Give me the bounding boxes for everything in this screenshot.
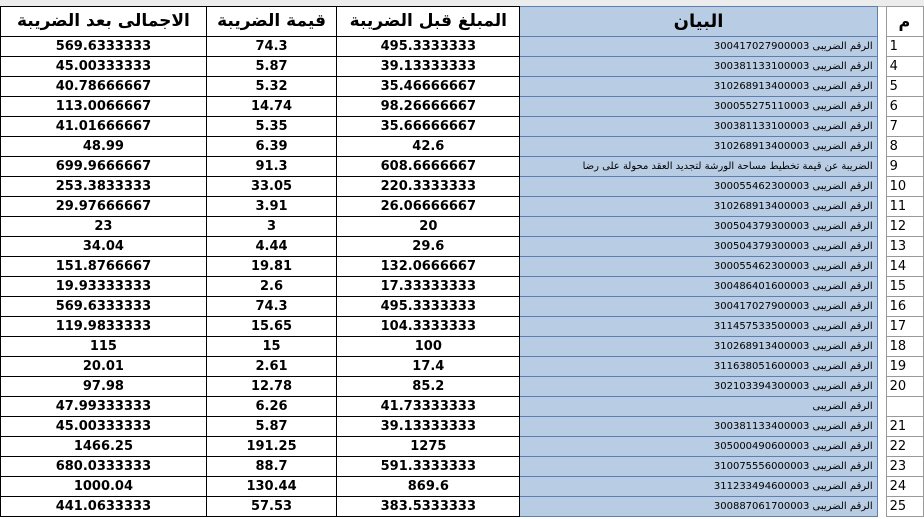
cell-row-number[interactable]: 1 <box>886 37 923 57</box>
table-row <box>1 477 924 497</box>
column-gap <box>877 257 886 277</box>
column-gap <box>877 37 886 57</box>
cell-tax-value[interactable]: 4.44 <box>206 237 336 257</box>
cell-row-number[interactable]: 10 <box>886 177 923 197</box>
table-row <box>1 277 924 297</box>
cell-description[interactable]: الرقم الضريبى 310268913400003 <box>520 337 877 357</box>
cell-row-number[interactable]: 7 <box>886 117 923 137</box>
cell-tax-value[interactable]: 91.3 <box>206 157 336 177</box>
table-row <box>1 157 924 177</box>
cell-amount-before-tax[interactable]: 17.33333333 <box>337 277 520 297</box>
cell-amount-before-tax[interactable]: 26.06666667 <box>337 197 520 217</box>
cell-amount-before-tax[interactable]: 495.3333333 <box>337 297 520 317</box>
cell-tax-value[interactable]: 2.6 <box>206 277 336 297</box>
cell-total-after-tax[interactable]: 1000.04 <box>1 477 207 497</box>
header-number[interactable]: م <box>886 7 923 37</box>
cell-total-after-tax[interactable]: 441.0633333 <box>1 497 207 517</box>
cell-description[interactable]: الرقم الضريبى 300417027900003 <box>520 297 877 317</box>
cell-total-after-tax[interactable]: 680.0333333 <box>1 457 207 477</box>
table-row <box>1 317 924 337</box>
column-gap <box>877 7 886 37</box>
column-gap <box>877 437 886 457</box>
cell-row-number[interactable]: 4 <box>886 57 923 77</box>
cell-description[interactable]: الرقم الضريبى 300055462300003 <box>520 257 877 277</box>
cell-row-number[interactable]: 5 <box>886 77 923 97</box>
cell-total-after-tax[interactable]: 1466.25 <box>1 437 207 457</box>
table-row <box>1 177 924 197</box>
cell-total-after-tax[interactable]: 115 <box>1 337 207 357</box>
table-row <box>1 457 924 477</box>
cell-tax-value[interactable]: 5.87 <box>206 57 336 77</box>
cell-amount-before-tax[interactable]: 591.3333333 <box>337 457 520 477</box>
column-gap <box>877 277 886 297</box>
cell-total-after-tax[interactable]: 45.00333333 <box>1 417 207 437</box>
cell-total-after-tax[interactable]: 253.3833333 <box>1 177 207 197</box>
cell-tax-value[interactable]: 15 <box>206 337 336 357</box>
cell-amount-before-tax[interactable]: 29.6 <box>337 237 520 257</box>
cell-description[interactable]: الرقم الضريبى 300055462300003 <box>520 177 877 197</box>
cell-total-after-tax[interactable]: 20.01 <box>1 357 207 377</box>
cell-tax-value[interactable]: 88.7 <box>206 457 336 477</box>
cell-description[interactable]: الرقم الضريبى <box>520 397 877 417</box>
column-gap <box>877 177 886 197</box>
cell-description[interactable]: الرقم الضريبى 310268913400003 <box>520 197 877 217</box>
header-amount-before-tax[interactable]: المبلغ قبل الضريبة <box>337 7 520 37</box>
cell-amount-before-tax[interactable]: 1275 <box>337 437 520 457</box>
header-total-after-tax[interactable]: الاجمالى بعد الضريبة <box>1 7 207 37</box>
cell-tax-value[interactable]: 57.53 <box>206 497 336 517</box>
column-gap <box>877 297 886 317</box>
header-row <box>1 7 924 37</box>
cell-description[interactable]: الرقم الضريبى 300381133100003 <box>520 57 877 77</box>
cell-row-number[interactable]: 20 <box>886 377 923 397</box>
cell-row-number[interactable]: 12 <box>886 217 923 237</box>
cell-description[interactable]: الرقم الضريبى 310268913400003 <box>520 77 877 97</box>
column-gap <box>877 337 886 357</box>
cell-amount-before-tax[interactable]: 41.73333333 <box>337 397 520 417</box>
cell-description[interactable]: الرقم الضريبى 300504379300003 <box>520 237 877 257</box>
cell-tax-value[interactable]: 6.39 <box>206 137 336 157</box>
column-gap <box>877 317 886 337</box>
column-gap <box>877 477 886 497</box>
cell-row-number[interactable]: 24 <box>886 477 923 497</box>
cell-total-after-tax[interactable]: 45.00333333 <box>1 57 207 77</box>
cell-amount-before-tax[interactable]: 85.2 <box>337 377 520 397</box>
cell-total-after-tax[interactable]: 569.6333333 <box>1 297 207 317</box>
cell-amount-before-tax[interactable]: 220.3333333 <box>337 177 520 197</box>
cell-row-number[interactable]: 19 <box>886 357 923 377</box>
table-row <box>1 297 924 317</box>
cell-description[interactable]: الرقم الضريبى 300417027900003 <box>520 37 877 57</box>
cell-description[interactable]: الرقم الضريبى 310075556000003 <box>520 457 877 477</box>
column-gap <box>877 377 886 397</box>
table-row <box>1 497 924 517</box>
cell-tax-value[interactable]: 3.91 <box>206 197 336 217</box>
cell-amount-before-tax[interactable]: 35.66666667 <box>337 117 520 137</box>
cell-tax-value[interactable]: 33.05 <box>206 177 336 197</box>
cell-tax-value[interactable]: 191.25 <box>206 437 336 457</box>
cell-total-after-tax[interactable]: 40.78666667 <box>1 77 207 97</box>
cell-row-number[interactable]: 21 <box>886 417 923 437</box>
table-row <box>1 397 924 417</box>
table-row <box>1 37 924 57</box>
table-row <box>1 137 924 157</box>
cell-amount-before-tax[interactable]: 35.46666667 <box>337 77 520 97</box>
cell-amount-before-tax[interactable]: 869.6 <box>337 477 520 497</box>
cell-description[interactable]: الضريبة عن قيمة تخطيط مساحة الورشة لتجديد العقد محولة على رضا <box>520 157 877 177</box>
column-gap <box>877 117 886 137</box>
cell-amount-before-tax[interactable]: 132.0666667 <box>337 257 520 277</box>
cell-tax-value[interactable]: 14.74 <box>206 97 336 117</box>
column-gap <box>877 397 886 417</box>
cell-description[interactable]: الرقم الضريبى 311638051600003 <box>520 357 877 377</box>
table-row <box>1 337 924 357</box>
table-row <box>1 357 924 377</box>
cell-tax-value[interactable]: 74.3 <box>206 297 336 317</box>
column-gap <box>877 197 886 217</box>
column-gap <box>877 497 886 517</box>
table-row <box>1 117 924 137</box>
cell-description[interactable]: الرقم الضريبى 300504379300003 <box>520 217 877 237</box>
cell-amount-before-tax[interactable]: 495.3333333 <box>337 37 520 57</box>
cell-tax-value[interactable]: 12.78 <box>206 377 336 397</box>
cell-total-after-tax[interactable]: 119.9833333 <box>1 317 207 337</box>
cell-total-after-tax[interactable]: 699.9666667 <box>1 157 207 177</box>
cell-tax-value[interactable]: 5.35 <box>206 117 336 137</box>
cell-row-number[interactable]: 16 <box>886 297 923 317</box>
table-row <box>1 57 924 77</box>
column-gap <box>877 217 886 237</box>
cell-total-after-tax[interactable]: 23 <box>1 217 207 237</box>
cell-total-after-tax[interactable]: 19.93333333 <box>1 277 207 297</box>
cell-amount-before-tax[interactable]: 104.3333333 <box>337 317 520 337</box>
tax-spreadsheet <box>0 6 924 517</box>
column-gap <box>877 457 886 477</box>
table-row <box>1 437 924 457</box>
cell-amount-before-tax[interactable]: 383.5333333 <box>337 497 520 517</box>
cell-description[interactable]: الرقم الضريبى 305000490600003 <box>520 437 877 457</box>
cell-total-after-tax[interactable]: 569.6333333 <box>1 37 207 57</box>
cell-description[interactable]: الرقم الضريبى 300381133400003 <box>520 417 877 437</box>
cell-tax-value[interactable]: 15.65 <box>206 317 336 337</box>
cell-amount-before-tax[interactable]: 20 <box>337 217 520 237</box>
cell-tax-value[interactable]: 3 <box>206 217 336 237</box>
column-gap <box>877 357 886 377</box>
cell-tax-value[interactable]: 2.61 <box>206 357 336 377</box>
table-row <box>1 97 924 117</box>
table-row <box>1 237 924 257</box>
cell-amount-before-tax[interactable]: 98.26666667 <box>337 97 520 117</box>
cell-total-after-tax[interactable]: 151.8766667 <box>1 257 207 277</box>
column-gap <box>877 157 886 177</box>
cell-row-number[interactable]: 15 <box>886 277 923 297</box>
cell-row-number[interactable]: 23 <box>886 457 923 477</box>
cell-amount-before-tax[interactable]: 608.6666667 <box>337 157 520 177</box>
cell-total-after-tax[interactable]: 97.98 <box>1 377 207 397</box>
cell-row-number[interactable] <box>886 397 923 417</box>
cell-total-after-tax[interactable]: 48.99 <box>1 137 207 157</box>
cell-tax-value[interactable]: 5.32 <box>206 77 336 97</box>
table-row <box>1 417 924 437</box>
cell-row-number[interactable]: 11 <box>886 197 923 217</box>
cell-row-number[interactable]: 9 <box>886 157 923 177</box>
cell-tax-value[interactable]: 6.26 <box>206 397 336 417</box>
cell-row-number[interactable]: 18 <box>886 337 923 357</box>
cell-amount-before-tax[interactable]: 100 <box>337 337 520 357</box>
cell-amount-before-tax[interactable]: 17.4 <box>337 357 520 377</box>
table-row <box>1 77 924 97</box>
cell-row-number[interactable]: 6 <box>886 97 923 117</box>
cell-tax-value[interactable]: 5.87 <box>206 417 336 437</box>
cell-row-number[interactable]: 22 <box>886 437 923 457</box>
cell-row-number[interactable]: 13 <box>886 237 923 257</box>
cell-total-after-tax[interactable]: 113.0066667 <box>1 97 207 117</box>
cell-total-after-tax[interactable]: 29.97666667 <box>1 197 207 217</box>
cell-total-after-tax[interactable]: 41.01666667 <box>1 117 207 137</box>
cell-row-number[interactable]: 14 <box>886 257 923 277</box>
column-gap <box>877 77 886 97</box>
cell-amount-before-tax[interactable]: 39.13333333 <box>337 417 520 437</box>
cell-description[interactable]: الرقم الضريبى 300486401600003 <box>520 277 877 297</box>
table-row <box>1 257 924 277</box>
cell-description[interactable]: الرقم الضريبى 300055275110003 <box>520 97 877 117</box>
header-tax-value[interactable]: قيمة الضريبة <box>206 7 336 37</box>
table-row <box>1 217 924 237</box>
column-gap <box>877 97 886 117</box>
cell-total-after-tax[interactable]: 47.99333333 <box>1 397 207 417</box>
cell-description[interactable]: الرقم الضريبى 302103394300003 <box>520 377 877 397</box>
table-row <box>1 197 924 217</box>
table-row <box>1 377 924 397</box>
column-gap <box>877 237 886 257</box>
header-description[interactable]: البيان <box>520 7 877 37</box>
cell-tax-value[interactable]: 74.3 <box>206 37 336 57</box>
cell-amount-before-tax[interactable]: 39.13333333 <box>337 57 520 77</box>
cell-tax-value[interactable]: 19.81 <box>206 257 336 277</box>
cell-description[interactable]: الرقم الضريبى 311233494600003 <box>520 477 877 497</box>
column-gap <box>877 417 886 437</box>
cell-description[interactable]: الرقم الضريبى 311457533500003 <box>520 317 877 337</box>
cell-description[interactable]: الرقم الضريبى 310268913400003 <box>520 137 877 157</box>
cell-row-number[interactable]: 25 <box>886 497 923 517</box>
cell-amount-before-tax[interactable]: 42.6 <box>337 137 520 157</box>
cell-description[interactable]: الرقم الضريبى 300381133100003 <box>520 117 877 137</box>
cell-total-after-tax[interactable]: 34.04 <box>1 237 207 257</box>
cell-row-number[interactable]: 17 <box>886 317 923 337</box>
cell-description[interactable]: الرقم الضريبى 300887061700003 <box>520 497 877 517</box>
column-gap <box>877 57 886 77</box>
cell-tax-value[interactable]: 130.44 <box>206 477 336 497</box>
column-gap <box>877 137 886 157</box>
cell-row-number[interactable]: 8 <box>886 137 923 157</box>
